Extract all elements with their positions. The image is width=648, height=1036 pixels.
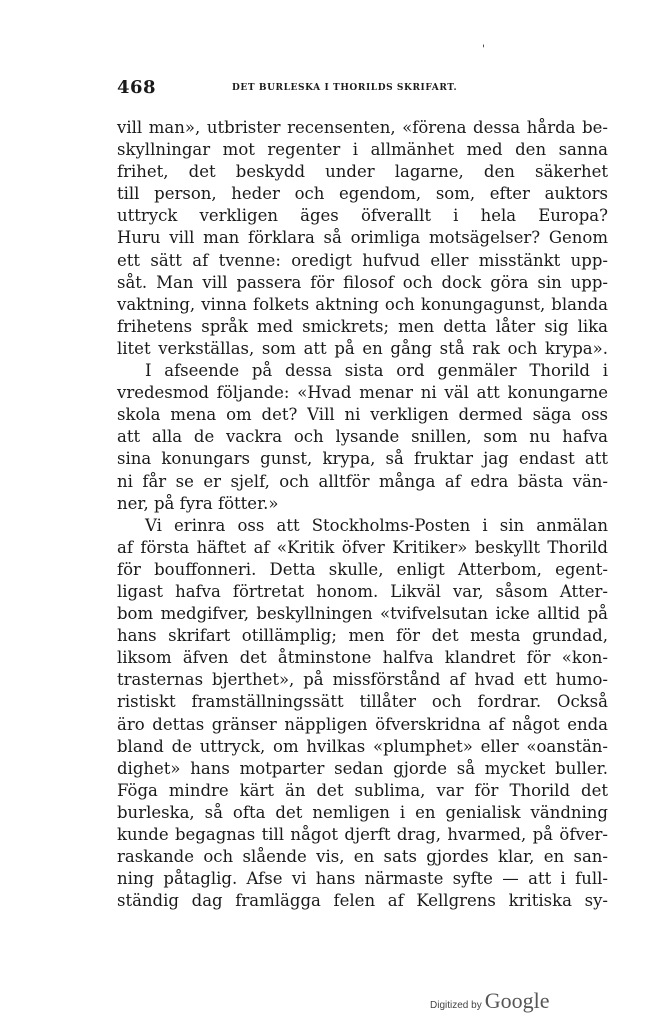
text-line: ning påtaglig. Afse vi hans närmaste syfte — att i full-: [117, 869, 608, 889]
text-line: Vi erinra oss att Stockholms-Posten i sin anmälan: [145, 515, 608, 535]
google-logo: Google: [484, 988, 550, 1013]
text-line: att alla de vackra och lysande snillen, som nu hafva: [117, 427, 608, 447]
text-line: vredesmod följande: «Hvad menar ni väl att konungarne: [117, 383, 608, 403]
text-line: för bouffonneri. Detta skulle, enligt Atterbom, egent-: [117, 559, 608, 579]
text-line: dighet» hans motparter sedan gjorde så mycket buller.: [117, 758, 608, 778]
page-number: 468: [117, 77, 157, 98]
text-line: sina konungars gunst, krypa, så fruktar jag endast att: [117, 449, 608, 469]
text-line: liksom äfven det åtminstone halfva klandret för «kon-: [117, 648, 608, 668]
text-line: trasternas bjerthet», på missförstånd af hvad ett humo-: [117, 670, 608, 690]
text-line: ni får se er sjelf, och alltför många af edra bästa vän-: [117, 471, 608, 491]
text-line: skola mena om det? Vill ni verkligen dermed säga oss: [117, 405, 608, 425]
text-line: såt. Man vill passera för filosof och dock göra sin upp-: [117, 272, 608, 292]
digitized-by-label: Digitized by: [430, 1000, 482, 1011]
text-line: skyllningar mot regenter i allmänhet med den sanna: [117, 140, 608, 160]
text-line: burleska, så ofta det nemligen i en genialisk vändning: [117, 802, 608, 822]
stray-mark: ': [482, 44, 485, 55]
text-line: vaktning, vinna folkets aktning och konungagunst, blanda: [117, 294, 608, 314]
text-line: vill man», utbrister recensenten, «förena dessa hårda be-: [117, 118, 608, 137]
text-line: litet verkställas, som att på en gång stå rak och krypa».: [117, 338, 608, 358]
text-line: hans skrifart otillämplig; men för det mesta grundad,: [117, 626, 608, 646]
text-line: ett sätt af tvenne: oredigt hufvud eller misstänkt upp-: [117, 250, 608, 270]
text-line: Huru vill man förklara så orimliga motsägelser? Genom: [117, 228, 608, 248]
text-line: frihet, det beskydd under lagarne, den säkerhet: [117, 162, 608, 182]
text-line: Föga mindre kärt än det sublima, var för Thorild det: [117, 780, 608, 800]
text-line: kunde begagnas till något djerft drag, hvarmed, på öfver-: [117, 825, 608, 844]
text-line: ständig dag framlägga felen af Kellgrens kritiska sy-: [117, 891, 608, 911]
text-line: till person, heder och egendom, som, efter auktors: [117, 184, 608, 204]
body-text: [117, 117, 608, 912]
text-line: ner, på fyra fötter.»: [117, 493, 279, 513]
text-line: ristiskt framställningssätt tillåter och fordrar. Också: [117, 692, 608, 712]
text-line: äro dettas gränser näppligen öfverskridna af något enda: [117, 714, 608, 734]
running-title: DET BURLESKA I THORILDS SKRIFART.: [232, 83, 458, 93]
text-line: bland de uttryck, om hvilkas «plumphet» eller «oanstän-: [117, 736, 608, 756]
text-line: ligast hafva förtretat honom. Likväl var, såsom Atter-: [117, 581, 608, 601]
text-line: uttryck verkligen äges öfverallt i hela Europa?: [117, 206, 608, 226]
text-line: bom medgifver, beskyllningen «tvifvelsutan icke alltid på: [117, 604, 608, 624]
text-line: I afseende på dessa sista ord genmäler Thorild i: [145, 361, 608, 381]
text-line: af första häftet af «Kritik öfver Kritiker» beskyllt Thorild: [117, 537, 608, 557]
digitized-by-google-watermark: [430, 988, 549, 1014]
text-line: frihetens språk med smickrets; men detta låter sig lika: [117, 316, 608, 336]
text-line: raskande och slående vis, en sats gjordes klar, en san-: [117, 847, 608, 867]
